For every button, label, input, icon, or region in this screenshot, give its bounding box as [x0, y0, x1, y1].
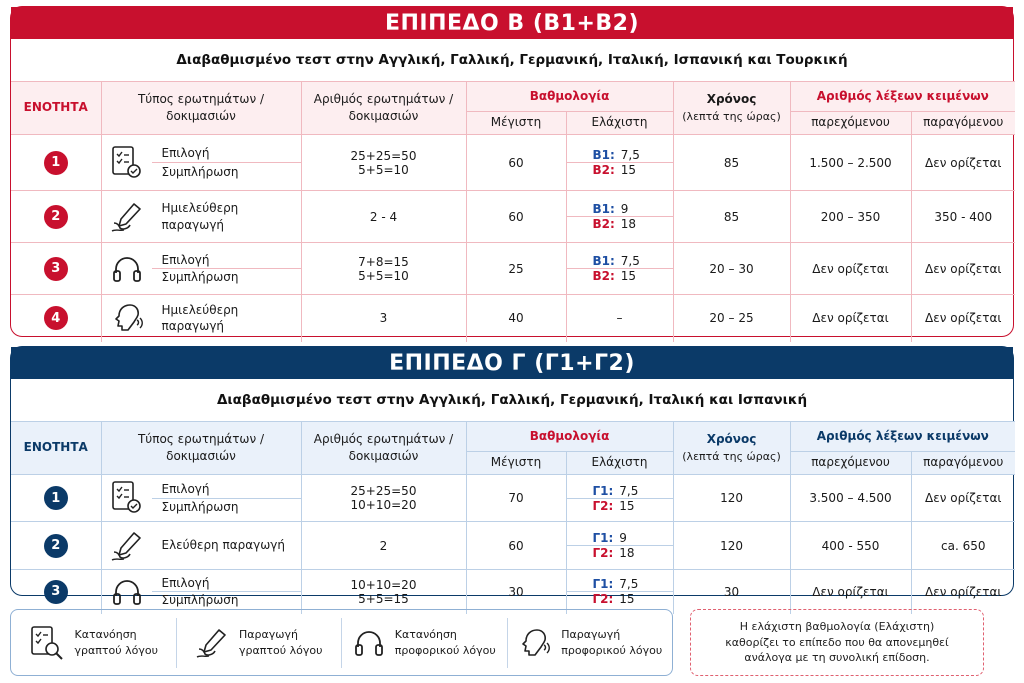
legend-line: Παραγωγή — [239, 628, 298, 642]
max-score: 60 — [466, 191, 566, 243]
type-label: Συμπλήρωση — [152, 591, 301, 608]
min-score: 7,5 — [620, 254, 640, 268]
type-label: Επιλογή — [161, 146, 210, 161]
min-score: 7,5 — [620, 148, 640, 162]
header-words: Αριθμός λέξεων κειμένων — [790, 422, 1015, 452]
given-words: 1.500 – 2.500 — [790, 135, 911, 191]
legend-item — [341, 618, 507, 668]
level-label: Β2: — [592, 269, 615, 283]
table-row — [11, 191, 1015, 243]
produced-words: Δεν ορίζεται — [911, 475, 1015, 522]
type-label: Ημιελεύθερη παραγωγή — [161, 201, 239, 232]
type-label: Ελεύθερη παραγωγή — [161, 538, 285, 553]
min-score: 7,5 — [619, 483, 639, 498]
count-value: 3 — [301, 295, 466, 342]
count-value: 5+5=10 — [358, 162, 409, 177]
level-g-table — [11, 421, 1015, 614]
min-score: 15 — [619, 592, 635, 607]
headphones-icon — [102, 252, 152, 285]
given-words: 400 - 550 — [790, 522, 911, 570]
time-value: 85 — [673, 191, 790, 243]
given-words: 3.500 – 4.500 — [790, 475, 911, 522]
minimum-score-note — [690, 609, 984, 676]
min-score: 18 — [620, 217, 637, 231]
produced-words: 350 - 400 — [911, 191, 1015, 243]
time-value: 20 – 25 — [673, 295, 790, 342]
count-value: 10+10=20 — [350, 577, 417, 592]
icon-legend — [10, 609, 673, 676]
legend-line: Παραγωγή — [561, 628, 621, 642]
header-score: Βαθμολογία — [466, 82, 673, 112]
time-value: 30 — [673, 570, 790, 614]
count-value: 25+25=50 — [350, 148, 417, 163]
header-min: Ελάχιστη — [566, 112, 673, 135]
count-value: 7+8=15 — [358, 254, 409, 269]
min-score: 15 — [620, 269, 637, 283]
given-words: Δεν ορίζεται — [790, 295, 911, 342]
min-score: 18 — [619, 546, 635, 560]
headphones-icon — [102, 575, 152, 608]
legend-line: προφορικού λόγου — [561, 643, 663, 657]
produced-words: Δεν ορίζεται — [911, 295, 1015, 342]
level-label: Γ2: — [592, 592, 614, 607]
header-given: παρεχόμενου — [790, 452, 911, 475]
level-b-panel — [10, 6, 1014, 337]
table-row — [11, 475, 1015, 522]
count-value: 5+5=10 — [358, 268, 409, 283]
header-given: παρεχόμενου — [790, 112, 911, 135]
header-produced: παραγόμενου — [911, 452, 1015, 475]
table-row — [11, 135, 1015, 191]
note-line: καθορίζει το επίπεδο που θα απονεμηθεί — [725, 635, 949, 649]
note-line: ανάλογα με τη συνολική επίδοση. — [744, 651, 930, 665]
legend-item — [507, 618, 673, 668]
header-count: Αριθμός ερωτημάτων / δοκιμασιών — [301, 82, 466, 135]
hand-writing-icon — [102, 530, 152, 562]
level-label: Β1: — [592, 148, 615, 162]
level-b-subtitle: Διαβαθμισμένο τεστ στην Αγγλική, Γαλλική, Γερμανική, Ιταλική, Ισπανική και Τουρκική — [176, 52, 848, 68]
table-row — [11, 295, 1015, 342]
note-line: Η ελάχιστη βαθμολογία (Ελάχιστη) — [739, 619, 935, 633]
speaking-head-icon — [102, 302, 152, 334]
given-words: Δεν ορίζεται — [790, 243, 911, 295]
level-label: Β2: — [592, 217, 615, 231]
header-max: Μέγιστη — [466, 452, 566, 475]
unit-number: 3 — [44, 257, 68, 281]
unit-number: 3 — [44, 580, 68, 604]
header-type: Τύπος ερωτημάτων / δοκιμασιών — [101, 422, 301, 475]
produced-words: Δεν ορίζεται — [911, 243, 1015, 295]
unit-number: 1 — [44, 486, 68, 510]
type-label: Επιλογή — [161, 576, 210, 591]
count-value: 5+5=15 — [358, 591, 409, 606]
header-time: Χρόνος (λεπτά της ώρας) — [673, 82, 790, 135]
headphones-icon — [353, 627, 385, 659]
max-score: 70 — [466, 475, 566, 522]
legend-item — [11, 618, 176, 668]
level-label: Γ2: — [592, 546, 614, 560]
max-score: 25 — [466, 243, 566, 295]
header-produced: παραγόμενου — [911, 112, 1015, 135]
unit-number: 2 — [44, 205, 68, 229]
level-b-table — [11, 81, 1015, 342]
type-label: Επιλογή — [161, 252, 210, 267]
header-words: Αριθμός λέξεων κειμένων — [790, 82, 1015, 112]
legend-item — [176, 618, 342, 668]
level-label: Γ1: — [592, 483, 614, 498]
given-words: Δεν ορίζεται — [790, 570, 911, 614]
level-label: Γ2: — [592, 498, 614, 513]
level-g-subtitle: Διαβαθμισμένο τεστ στην Αγγλική, Γαλλική, Γερμανική, Ιταλική και Ισπανική — [216, 392, 808, 408]
header-unit: ΕΝΟΤΗΤΑ — [11, 422, 101, 475]
type-label: Ημιελεύθερη παραγωγή — [161, 303, 239, 334]
produced-words: ca. 650 — [911, 522, 1015, 570]
max-score: 60 — [466, 135, 566, 191]
header-count: Αριθμός ερωτημάτων / δοκιμασιών — [301, 422, 466, 475]
count-value: 25+25=50 — [350, 484, 417, 498]
level-label: Γ1: — [592, 531, 614, 545]
count-value: 2 — [301, 522, 466, 570]
time-value: 120 — [673, 522, 790, 570]
min-score: 15 — [620, 163, 637, 177]
header-min: Ελάχιστη — [566, 452, 673, 475]
table-row — [11, 522, 1015, 570]
time-value: 85 — [673, 135, 790, 191]
level-g-title: ΕΠΙΠΕΔΟ Γ (Γ1+Γ2) — [11, 347, 1013, 379]
level-label: Β2: — [592, 163, 615, 177]
max-score: 30 — [466, 570, 566, 614]
time-value: 20 – 30 — [673, 243, 790, 295]
hand-writing-icon — [195, 627, 229, 659]
hand-writing-icon — [102, 200, 152, 232]
header-type: Τύπος ερωτημάτων / δοκιμασιών — [101, 82, 301, 135]
legend-line: προφορικού λόγου — [394, 643, 496, 657]
table-row — [11, 243, 1015, 295]
unit-number: 2 — [44, 534, 68, 558]
time-value: 120 — [673, 475, 790, 522]
min-score: 9 — [619, 531, 627, 545]
level-label: Β1: — [592, 254, 615, 268]
given-words: 200 – 350 — [790, 191, 911, 243]
legend-line: Κατανόηση — [394, 628, 457, 642]
min-score: 9 — [620, 202, 629, 216]
document-search-icon — [29, 625, 65, 661]
min-score: 15 — [619, 498, 635, 513]
level-label: Β1: — [592, 202, 615, 216]
count-value: 10+10=20 — [350, 498, 417, 512]
type-label: Συμπλήρωση — [152, 498, 301, 517]
header-time: Χρόνος (λεπτά της ώρας) — [673, 422, 790, 475]
header-max: Μέγιστη — [466, 112, 566, 135]
header-score: Βαθμολογία — [466, 422, 673, 452]
min-score: 7,5 — [619, 577, 639, 592]
level-b-title: ΕΠΙΠΕΔΟ Β (Β1+Β2) — [11, 7, 1013, 39]
document-check-icon — [102, 480, 152, 516]
unit-number: 4 — [44, 306, 68, 330]
produced-words: Δεν ορίζεται — [911, 570, 1015, 614]
unit-number: 1 — [44, 151, 68, 175]
level-g-panel — [10, 346, 1014, 608]
type-label: Συμπλήρωση — [152, 268, 301, 285]
type-label: Συμπλήρωση — [152, 162, 301, 181]
type-label: Επιλογή — [161, 481, 210, 496]
level-label: Γ1: — [592, 577, 614, 592]
document-check-icon — [102, 145, 152, 181]
header-unit: ΕΝΟΤΗΤΑ — [11, 82, 101, 135]
legend-line: γραπτού λόγου — [239, 643, 323, 657]
legend-line: γραπτού λόγου — [74, 643, 158, 657]
speaking-head-icon — [517, 627, 551, 659]
max-score: 60 — [466, 522, 566, 570]
legend-line: Κατανόηση — [74, 628, 137, 642]
max-score: 40 — [466, 295, 566, 342]
produced-words: Δεν ορίζεται — [911, 135, 1015, 191]
min-score: – — [566, 295, 673, 342]
count-value: 2 - 4 — [301, 191, 466, 243]
table-row — [11, 570, 1015, 614]
